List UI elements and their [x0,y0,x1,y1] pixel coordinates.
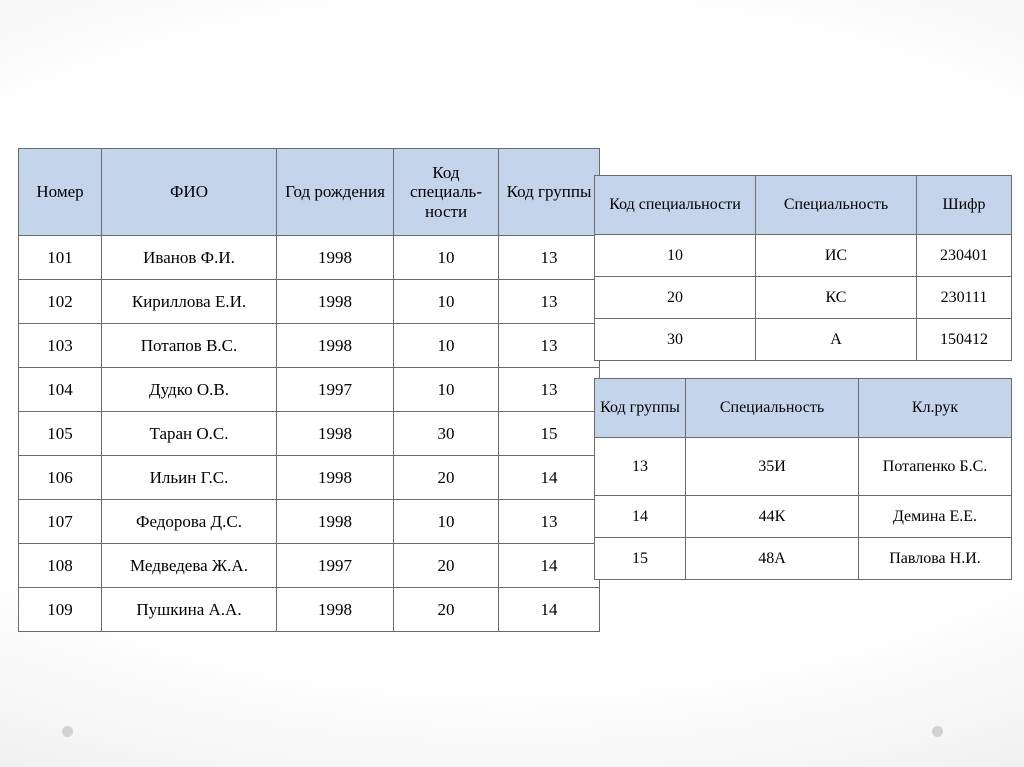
cell-fio: Ильин Г.С. [102,456,277,500]
cell-fio: Таран О.С. [102,412,277,456]
cell-specialty-code: 10 [595,235,756,277]
cell-birth-year: 1998 [277,412,394,456]
cell-group-code: 14 [499,544,600,588]
cell-fio: Потапов В.С. [102,324,277,368]
cell-number: 108 [19,544,102,588]
cell-specialty: 35И [686,438,859,496]
cell-class-teacher: Павлова Н.И. [859,538,1012,580]
table-row [595,319,1012,361]
students-table [18,148,600,632]
cell-specialty-code: 30 [595,319,756,361]
column-header-specialty: Специальность [686,379,859,438]
cell-specialty: ИС [756,235,917,277]
column-header-group-code: Код группы [499,149,600,236]
table-row [19,368,600,412]
table-row [19,280,600,324]
table-row [19,456,600,500]
column-header-specialty-code: Код специальности [595,176,756,235]
table-header-row [595,379,1012,438]
cell-birth-year: 1997 [277,368,394,412]
cell-group-code: 13 [595,438,686,496]
cell-number: 109 [19,588,102,632]
cell-cipher: 230401 [917,235,1012,277]
table-row [19,412,600,456]
cell-birth-year: 1998 [277,456,394,500]
cell-cipher: 230111 [917,277,1012,319]
cell-cipher: 150412 [917,319,1012,361]
cell-specialty-code: 20 [394,456,499,500]
cell-group-code: 15 [499,412,600,456]
cell-fio: Дудко О.В. [102,368,277,412]
cell-birth-year: 1998 [277,280,394,324]
column-header-number: Номер [19,149,102,236]
cell-specialty-code: 30 [394,412,499,456]
cell-specialty-code: 10 [394,368,499,412]
column-header-cipher: Шифр [917,176,1012,235]
cell-specialty-code: 20 [394,544,499,588]
table-row [19,324,600,368]
cell-group-code: 13 [499,236,600,280]
cell-birth-year: 1998 [277,500,394,544]
cell-specialty-code: 10 [394,280,499,324]
cell-class-teacher: Потапенко Б.С. [859,438,1012,496]
table-row [19,236,600,280]
table-row [19,588,600,632]
cell-number: 106 [19,456,102,500]
cell-group-code: 14 [499,456,600,500]
cell-number: 101 [19,236,102,280]
cell-birth-year: 1998 [277,324,394,368]
cell-group-code: 13 [499,280,600,324]
cell-specialty: КС [756,277,917,319]
table-header-row [595,176,1012,235]
cell-group-code: 13 [499,368,600,412]
cell-birth-year: 1998 [277,236,394,280]
cell-group-code: 13 [499,324,600,368]
cell-specialty-code: 10 [394,500,499,544]
table-row [595,277,1012,319]
column-header-birth-year: Год рождения [277,149,394,236]
cell-fio: Пушкина А.А. [102,588,277,632]
cell-specialty: 44К [686,496,859,538]
table-row [595,235,1012,277]
cell-specialty: 48А [686,538,859,580]
cell-group-code: 15 [595,538,686,580]
column-header-fio: ФИО [102,149,277,236]
cell-specialty-code: 20 [394,588,499,632]
groups-table [594,378,1012,580]
cell-fio: Иванов Ф.И. [102,236,277,280]
specialties-table [594,175,1012,361]
table-header-row [19,149,600,236]
cell-fio: Медведева Ж.А. [102,544,277,588]
cell-specialty-code: 10 [394,236,499,280]
column-header-specialty: Специальность [756,176,917,235]
cell-fio: Федорова Д.С. [102,500,277,544]
table-row [595,496,1012,538]
table-row [595,538,1012,580]
cell-specialty-code: 10 [394,324,499,368]
cell-class-teacher: Демина Е.Е. [859,496,1012,538]
column-header-class-teacher: Кл.рук [859,379,1012,438]
cell-number: 107 [19,500,102,544]
cell-birth-year: 1997 [277,544,394,588]
decorative-dot-left [62,726,73,737]
table-row [595,438,1012,496]
cell-number: 102 [19,280,102,324]
cell-group-code: 14 [499,588,600,632]
column-header-group-code: Код группы [595,379,686,438]
cell-number: 103 [19,324,102,368]
decorative-dot-right [932,726,943,737]
cell-number: 105 [19,412,102,456]
cell-specialty-code: 20 [595,277,756,319]
cell-group-code: 13 [499,500,600,544]
cell-group-code: 14 [595,496,686,538]
cell-specialty: А [756,319,917,361]
cell-number: 104 [19,368,102,412]
table-row [19,500,600,544]
column-header-specialty-code: Код специаль-ности [394,149,499,236]
table-row [19,544,600,588]
cell-birth-year: 1998 [277,588,394,632]
cell-fio: Кириллова Е.И. [102,280,277,324]
